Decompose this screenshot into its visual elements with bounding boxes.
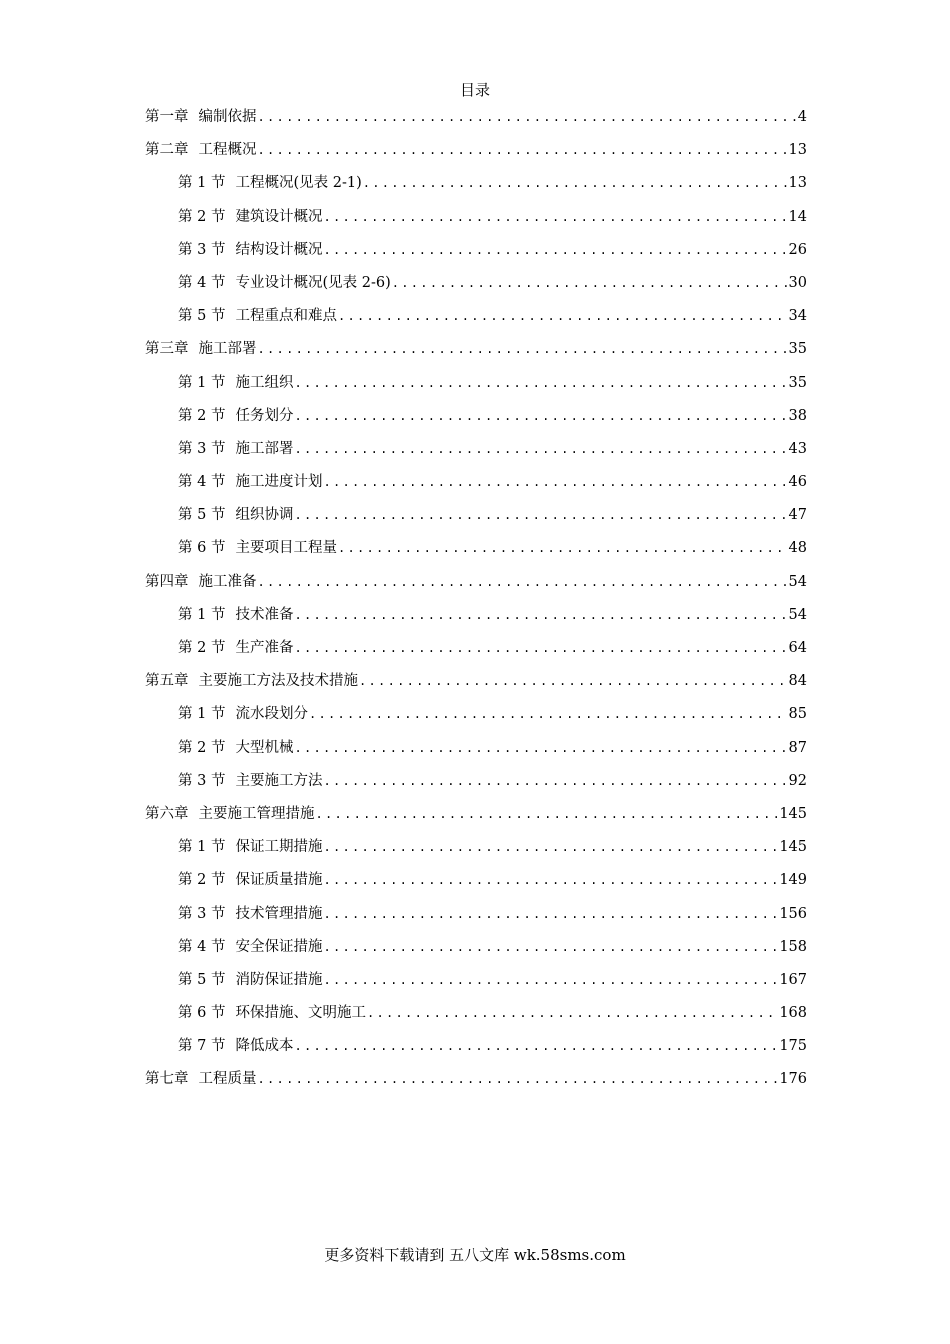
toc-entry-number: 第 2 节 <box>178 872 226 889</box>
toc-entry-title: 结构设计概况 <box>235 241 323 258</box>
toc-entry-number: 第四章 <box>145 573 189 590</box>
table-of-contents <box>145 106 807 1102</box>
toc-chapter-entry[interactable] <box>145 803 807 836</box>
toc-dot-leader <box>294 637 786 659</box>
toc-page-number: 175 <box>779 1038 807 1055</box>
toc-dot-leader <box>323 936 777 958</box>
toc-entry-title: 施工部署 <box>235 440 294 457</box>
toc-entry-title: 技术准备 <box>235 606 294 623</box>
toc-entry-title: 主要施工方法及技术措施 <box>198 673 358 690</box>
toc-entry-number: 第 2 节 <box>178 208 226 225</box>
toc-page-number: 156 <box>779 905 807 922</box>
toc-entry-title: 施工组织 <box>235 374 294 391</box>
toc-chapter-entry[interactable] <box>145 338 807 371</box>
toc-page-number: 13 <box>788 175 807 192</box>
toc-page-number: 43 <box>788 440 807 457</box>
toc-section-entry[interactable] <box>145 206 807 239</box>
toc-entry-title: 保证工期措施 <box>235 839 323 856</box>
toc-entry-number: 第 1 节 <box>178 839 226 856</box>
toc-entry-number: 第 5 节 <box>178 308 226 325</box>
toc-entry-title: 主要施工方法 <box>235 772 323 789</box>
toc-dot-leader <box>258 1068 778 1090</box>
toc-section-entry[interactable] <box>145 305 807 338</box>
toc-entry-title: 工程概况 <box>198 142 257 159</box>
toc-page-number: 35 <box>788 341 807 358</box>
toc-entry-number: 第 2 节 <box>178 739 226 756</box>
toc-dot-leader <box>294 504 786 526</box>
toc-entry-number: 第 6 节 <box>178 540 226 557</box>
toc-entry-number: 第一章 <box>145 109 189 125</box>
toc-chapter-entry[interactable] <box>145 670 807 703</box>
toc-dot-leader <box>323 471 786 493</box>
toc-page-number: 64 <box>788 640 807 656</box>
toc-dot-leader <box>258 571 787 593</box>
toc-page-number: 85 <box>788 706 807 723</box>
toc-entry-number: 第二章 <box>145 142 189 159</box>
toc-dot-leader <box>367 1002 777 1024</box>
toc-entry-title: 任务划分 <box>235 407 294 424</box>
toc-page-number: 158 <box>779 938 807 955</box>
toc-entry-number: 第 5 节 <box>178 971 226 988</box>
toc-entry-number: 第 3 节 <box>178 241 226 258</box>
toc-dot-leader <box>323 903 777 925</box>
toc-entry-title: 施工部署 <box>198 341 257 358</box>
toc-dot-leader <box>359 670 787 692</box>
toc-section-entry[interactable] <box>145 836 807 869</box>
toc-dot-leader <box>323 206 786 228</box>
toc-page-number: 35 <box>788 374 807 391</box>
toc-entry-title: 工程重点和难点 <box>235 308 337 325</box>
toc-section-entry[interactable] <box>145 1035 807 1068</box>
toc-entry-number: 第 4 节 <box>178 274 226 291</box>
toc-section-entry[interactable] <box>145 372 807 405</box>
toc-chapter-entry[interactable] <box>145 139 807 172</box>
toc-page-number: 48 <box>788 540 807 557</box>
toc-entry-title: 技术管理措施 <box>235 905 323 922</box>
toc-entry-number: 第 1 节 <box>178 606 226 623</box>
toc-dot-leader <box>294 1035 777 1057</box>
toc-dot-leader <box>316 803 778 825</box>
toc-dot-leader <box>323 869 777 891</box>
toc-chapter-entry[interactable] <box>145 1068 807 1101</box>
toc-page-number: 47 <box>788 507 807 524</box>
footer-note: 更多资料下载请到 五八文库 wk.58sms.com <box>324 1246 626 1264</box>
toc-section-entry[interactable] <box>145 239 807 272</box>
toc-section-entry[interactable] <box>145 537 807 570</box>
toc-entry-title: 流水段划分 <box>235 706 308 723</box>
toc-chapter-entry[interactable] <box>145 571 807 604</box>
toc-entry-number: 第 3 节 <box>178 772 226 789</box>
toc-dot-leader <box>294 604 786 626</box>
toc-dot-leader <box>392 272 787 294</box>
toc-dot-leader <box>323 239 786 261</box>
toc-entry-title: 建筑设计概况 <box>235 208 323 225</box>
toc-page-number: 30 <box>788 274 807 291</box>
toc-page-number: 34 <box>788 308 807 325</box>
toc-dot-leader <box>323 770 786 792</box>
toc-section-entry[interactable] <box>145 703 807 736</box>
toc-page-number: 92 <box>788 772 807 789</box>
toc-page-number: 84 <box>788 673 807 690</box>
toc-entry-number: 第 3 节 <box>178 440 226 457</box>
toc-section-entry[interactable] <box>145 438 807 471</box>
toc-page-number: 38 <box>788 407 807 424</box>
toc-entry-number: 第 1 节 <box>178 175 226 192</box>
toc-section-entry[interactable] <box>145 969 807 1002</box>
toc-entry-number: 第 3 节 <box>178 905 226 922</box>
toc-entry-number: 第 2 节 <box>178 407 226 424</box>
toc-entry-number: 第七章 <box>145 1071 189 1088</box>
toc-section-entry[interactable] <box>145 737 807 770</box>
toc-dot-leader <box>258 338 787 360</box>
toc-dot-leader <box>294 405 786 427</box>
toc-section-entry[interactable] <box>145 936 807 969</box>
toc-entry-title: 大型机械 <box>235 739 294 756</box>
toc-page-number: 46 <box>788 474 807 491</box>
toc-entry-title: 施工进度计划 <box>235 474 323 491</box>
toc-entry-title: 环保措施、文明施工 <box>235 1005 366 1022</box>
toc-dot-leader <box>294 438 786 460</box>
toc-section-entry[interactable] <box>145 1002 807 1035</box>
toc-page-number: 54 <box>788 606 807 623</box>
page-title: 目录 <box>459 81 490 99</box>
toc-entry-number: 第 1 节 <box>178 706 226 723</box>
toc-entry-number: 第 2 节 <box>178 640 226 656</box>
toc-entry-number: 第六章 <box>145 805 189 822</box>
toc-section-entry[interactable] <box>145 604 807 637</box>
toc-entry-title: 生产准备 <box>235 640 294 656</box>
toc-dot-leader <box>294 737 786 759</box>
toc-dot-leader <box>309 703 787 725</box>
toc-page-number: 145 <box>779 805 807 822</box>
toc-page-number: 149 <box>779 872 807 889</box>
toc-dot-leader <box>323 969 777 991</box>
toc-entry-title: 工程概况(见表 2-1) <box>235 175 362 192</box>
toc-entry-title: 消防保证措施 <box>235 971 323 988</box>
toc-dot-leader <box>338 305 787 327</box>
toc-entry-number: 第五章 <box>145 673 189 690</box>
toc-entry-title: 安全保证措施 <box>235 938 323 955</box>
toc-dot-leader <box>338 537 787 559</box>
toc-page-number: 87 <box>788 739 807 756</box>
toc-page-number: 26 <box>788 241 807 258</box>
toc-entry-title: 专业设计概况(见表 2-6) <box>235 274 391 291</box>
toc-entry-title: 工程质量 <box>198 1071 257 1088</box>
toc-entry-number: 第三章 <box>145 341 189 358</box>
toc-entry-title: 主要施工管理措施 <box>198 805 315 822</box>
toc-entry-number: 第 4 节 <box>178 938 226 955</box>
toc-section-entry[interactable] <box>145 504 807 537</box>
toc-section-entry[interactable] <box>145 272 807 305</box>
toc-page-number: 176 <box>779 1071 807 1088</box>
toc-section-entry[interactable] <box>145 869 807 902</box>
toc-entry-number: 第 5 节 <box>178 507 226 524</box>
toc-entry-number: 第 7 节 <box>178 1038 226 1055</box>
toc-section-entry[interactable] <box>145 903 807 936</box>
toc-page-number: 168 <box>779 1005 807 1022</box>
toc-page-number: 4 <box>797 109 807 125</box>
toc-dot-leader <box>258 139 787 161</box>
toc-page-number: 167 <box>779 971 807 988</box>
toc-section-entry[interactable] <box>145 172 807 205</box>
toc-entry-number: 第 1 节 <box>178 374 226 391</box>
toc-dot-leader <box>363 172 787 194</box>
toc-section-entry[interactable] <box>145 405 807 438</box>
toc-dot-leader <box>323 836 777 858</box>
toc-entry-title: 主要项目工程量 <box>235 540 337 557</box>
toc-section-entry[interactable] <box>145 637 807 670</box>
toc-page-number: 14 <box>788 208 807 225</box>
toc-dot-leader <box>294 372 786 394</box>
toc-dot-leader <box>258 106 796 128</box>
toc-entry-title: 保证质量措施 <box>235 872 323 889</box>
toc-entry-title: 编制依据 <box>198 109 257 125</box>
toc-entry-title: 施工准备 <box>198 573 257 590</box>
toc-section-entry[interactable] <box>145 770 807 803</box>
toc-page-number: 13 <box>788 142 807 159</box>
toc-entry-title: 降低成本 <box>235 1038 294 1055</box>
toc-entry-title: 组织协调 <box>235 507 294 524</box>
toc-entry-number: 第 6 节 <box>178 1005 226 1022</box>
toc-section-entry[interactable] <box>145 471 807 504</box>
toc-chapter-entry[interactable] <box>145 106 807 139</box>
toc-entry-number: 第 4 节 <box>178 474 226 491</box>
toc-page-number: 145 <box>779 839 807 856</box>
toc-page-number: 54 <box>788 573 807 590</box>
